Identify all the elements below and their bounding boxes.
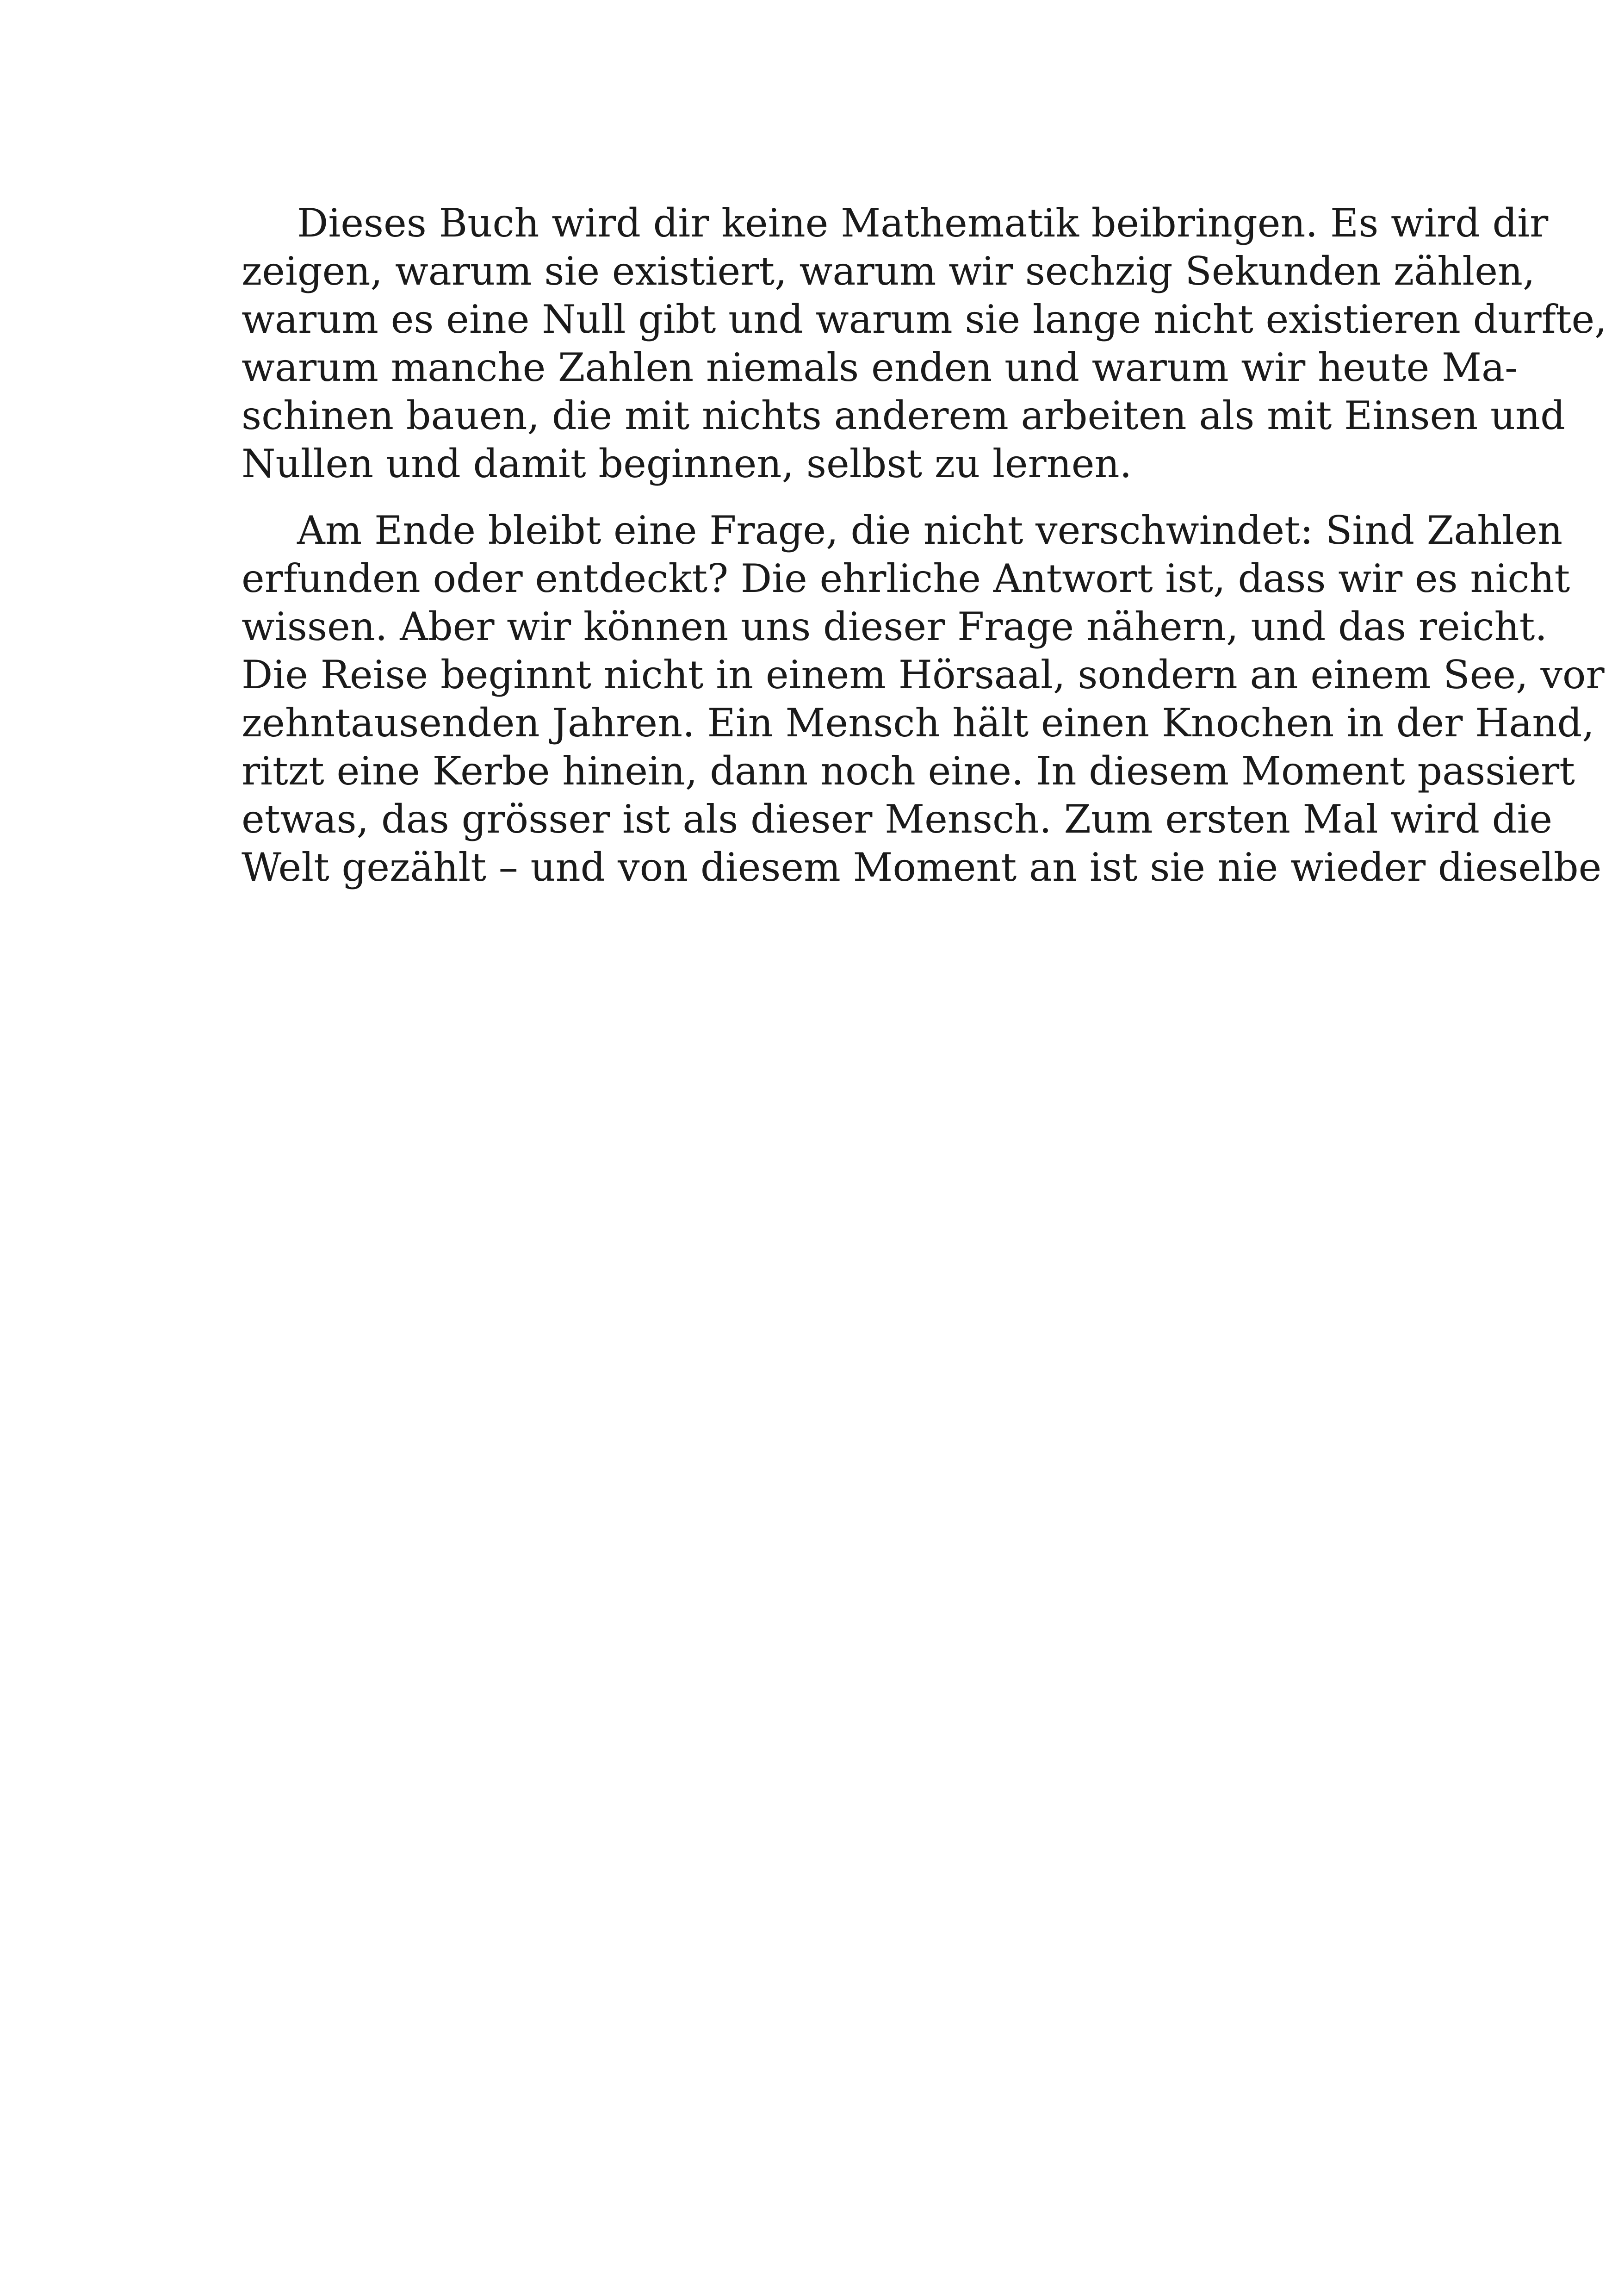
paragraph-1 [186,199,1607,488]
text-line: wissen. Aber wir können uns dieser Frage nähern, und das reicht. [242,604,1548,649]
paragraph-2 [186,506,1605,891]
text-line: etwas, das grösser ist als dieser Mensch. Zum ersten Mal wird die [242,796,1553,842]
text-line: warum manche Zahlen niemals enden und warum wir heute Ma- [242,345,1518,390]
text-line: schinen bauen, die mit nichts anderem arbeiten als mit Einsen und [242,393,1565,438]
text-line: erfunden oder entdeckt? Die ehrliche Antwort ist, dass wir es nicht [242,556,1570,601]
text-line: Nullen und damit beginnen, selbst zu lernen. [242,441,1132,486]
text-line: ritzt eine Kerbe hinein, dann noch eine. In diesem Moment passiert [242,748,1575,794]
text-line: warum es eine Null gibt und warum sie lange nicht existieren durfte, [242,297,1607,342]
text-line: Die Reise beginnt nicht in einem Hörsaal, sondern an einem See, vor [242,652,1605,697]
body-text [186,199,1607,891]
text-line: zehntausenden Jahren. Ein Mensch hält einen Knochen in der Hand, [242,700,1594,746]
text-line: zeigen, warum sie existiert, warum wir sechzig Sekunden zählen, [242,249,1535,294]
text-line: Welt gezählt – und von diesem Moment an ist sie nie wieder dieselbe [242,845,1602,890]
text-line: Am Ende bleibt eine Frage, die nicht verschwindet: Sind Zahlen [297,508,1563,553]
text-line: Dieses Buch wird dir keine Mathematik beibringen. Es wird dir [297,200,1549,246]
